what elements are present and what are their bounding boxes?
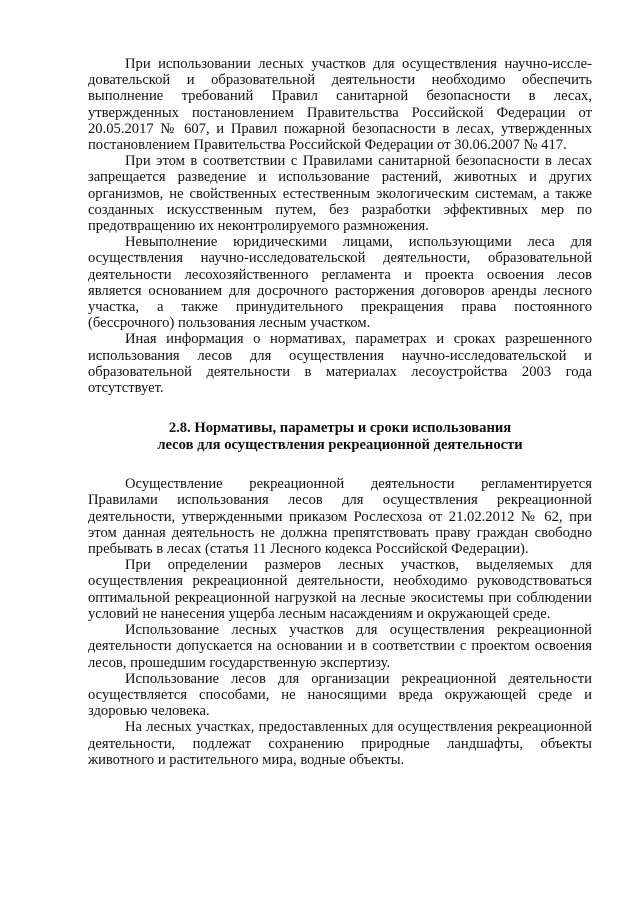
paragraph-prohibition-nonnative-species: При этом в соответствии с Правилами санитарной безопасности в лесах запрещается разведение и использование растений, животных и других организмов, не свойственных естественным экологическим системам, а также созданных искусственным путем, без разработки эффективных мер по предотвращению их неконтролируемого размножения. [88,153,592,235]
paragraph-sanitary-fire-rules: При использовании лесных участков для осуществления научно-исследовательской и образовательной деятельности необходимо обеспечить выполнение требований Правил санитарной безопасности в лесах, утвержденных постановлением Правительства Российской Федерации от 20.05.2017 № 607, и Правил пожарной безопасности в лесах, утвержденных постановлением Правительства Российской Федерации от 30.06.2007 № 417. [88,56,592,154]
section-heading [88,420,592,454]
section-heading-line-1: 2.8. Нормативы, параметры и сроки использования [168,420,512,437]
paragraph-recreational-regulation: Осуществление рекреационной деятельности регламентируется Правилами использования лесов для осуществления рекреационной деятельности, утвержденными приказом Рослесхоза от 21.02.2012 № 62, при этом данная деятельность не должна препятствовать праву граждан свободно пребывать в лесах (статья 11 Лесного кодекса Российской Федерации). [88,476,592,558]
document-page [88,56,592,768]
paragraph-noncompliance-consequences: Невыполнение юридическими лицами, использующими леса для осуществления научно-исследовательской деятельности, образовательной деятельности лесохозяйственного регламента и проекта освоения лесов является основанием для досрочного расторжения договоров аренды лесного участка, а также принудительного прекращения права постоянного (бессрочного) пользования лесным участком. [88,234,592,332]
paragraph-usage-methods: Использование лесов для организации рекреационной деятельности осуществляется способами, не наносящими вреда окружающей среде и здоровью человека. [88,670,592,720]
paragraph-plot-size-determination: При определении размеров лесных участков, выделяемых для осуществления рекреационной деятельности, необходимо руководствоваться оптимальной рекреационной нагрузкой на лесные экосистемы при соблюдении условий не нанесения ущерба лесным насаждениям и окружающей среде. [88,557,592,622]
section-heading-line-2: лесов для осуществления рекреационной деятельности [157,437,523,454]
paragraph-other-information: Иная информация о нормативах, параметрах и сроках разрешенного использования лесов для осуществления научно-исследовательской и образовательной деятельности в материалах лесоустройства 2003 года отсутствует. [88,331,592,397]
paragraph-preservation-objects: На лесных участках, предоставленных для осуществления рекреационной деятельности, подлежат сохранению природные ландшафты, объекты животного и растительного мира, водные объекты. [88,719,592,768]
paragraph-forest-plot-usage: Использование лесных участков для осуществления рекреационной деятельности допускается на основании и в соответствии с проектом освоения лесов, прошедшим государственную экспертизу. [88,622,592,671]
